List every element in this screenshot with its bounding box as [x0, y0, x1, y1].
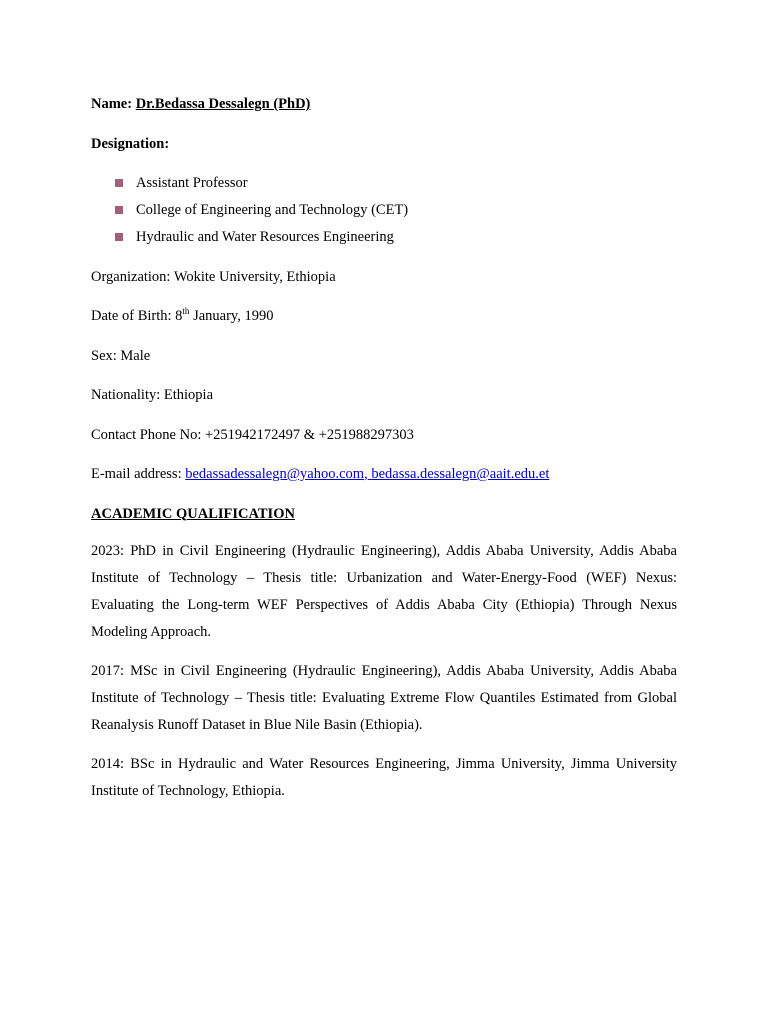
designation-label: Designation:	[91, 135, 170, 152]
sex-label: Sex:	[91, 347, 117, 364]
designation-item-text: Assistant Professor	[136, 175, 248, 191]
designation-item	[91, 173, 677, 193]
sex-row	[91, 346, 677, 366]
dob-rest: January, 1990	[193, 308, 274, 324]
sex-value: Male	[120, 347, 151, 364]
name-row	[91, 94, 677, 114]
phone-label: Contact Phone No:	[91, 426, 202, 443]
nationality-label: Nationality:	[91, 387, 161, 403]
organization-value: Wokite University, Ethiopia	[173, 268, 336, 285]
email-link-primary[interactable]: bedassadessalegn@yahoo.com	[185, 466, 365, 482]
nationality-row	[91, 385, 677, 405]
designation-list	[91, 173, 677, 247]
designation-item-text: College of Engineering and Technology (CET)	[136, 202, 409, 218]
name-label: Name:	[91, 96, 133, 112]
dob-row	[91, 306, 677, 326]
designation-item	[91, 200, 677, 220]
name-value: Dr.Bedassa Dessalegn (PhD)	[135, 96, 311, 112]
academic-entry-msc: 2017: MSc in Civil Engineering (Hydraulic Engineering), Addis Ababa University, Addis Ababa Institute of Technology – Thesis title: Evaluating Extreme Flow Quantiles Estimated from Global Reanalysis Runoff Dataset in Blue Nile Basin (Ethiopia).	[91, 662, 677, 733]
email-secondary-text: bedassa.dessalegn@aait.edu.et	[371, 466, 550, 482]
academic-heading: ACADEMIC QUALIFICATION	[91, 505, 295, 522]
academic-entry-phd: 2023: PhD in Civil Engineering (Hydraulic Engineering), Addis Ababa University, Addis Ababa Institute of Technology – Thesis title: Urbanization and Water-Energy-Food (WEF) Nexus: Evaluating the Long-term WEF Perspectives of Addis Ababa City (Ethiopia) Through Nexus Modeling Approach.	[91, 542, 677, 640]
dob-label: Date of Birth:	[91, 308, 172, 324]
email-row	[91, 464, 677, 484]
academic-entry-bsc: 2014: BSc in Hydraulic and Water Resources Engineering, Jimma University, Jimma University Institute of Technology, Ethiopia.	[91, 755, 677, 799]
square-bullet-icon	[115, 206, 123, 214]
cv-content	[91, 94, 677, 817]
phone-row	[91, 425, 677, 445]
email-separator: ,	[364, 466, 368, 482]
square-bullet-icon	[115, 233, 123, 241]
email-link-secondary[interactable]	[368, 466, 550, 482]
phone-value: +251942172497 & +251988297303	[204, 426, 414, 443]
designation-item	[91, 227, 677, 247]
dob-day: 8	[175, 308, 183, 324]
organization-row	[91, 267, 677, 287]
designation-item-text: Hydraulic and Water Resources Engineering	[136, 229, 394, 245]
email-label: E-mail address:	[91, 466, 182, 482]
square-bullet-icon	[115, 179, 123, 187]
organization-label: Organization:	[91, 268, 171, 285]
dob-suffix: th	[182, 306, 190, 317]
nationality-value: Ethiopia	[163, 387, 214, 403]
